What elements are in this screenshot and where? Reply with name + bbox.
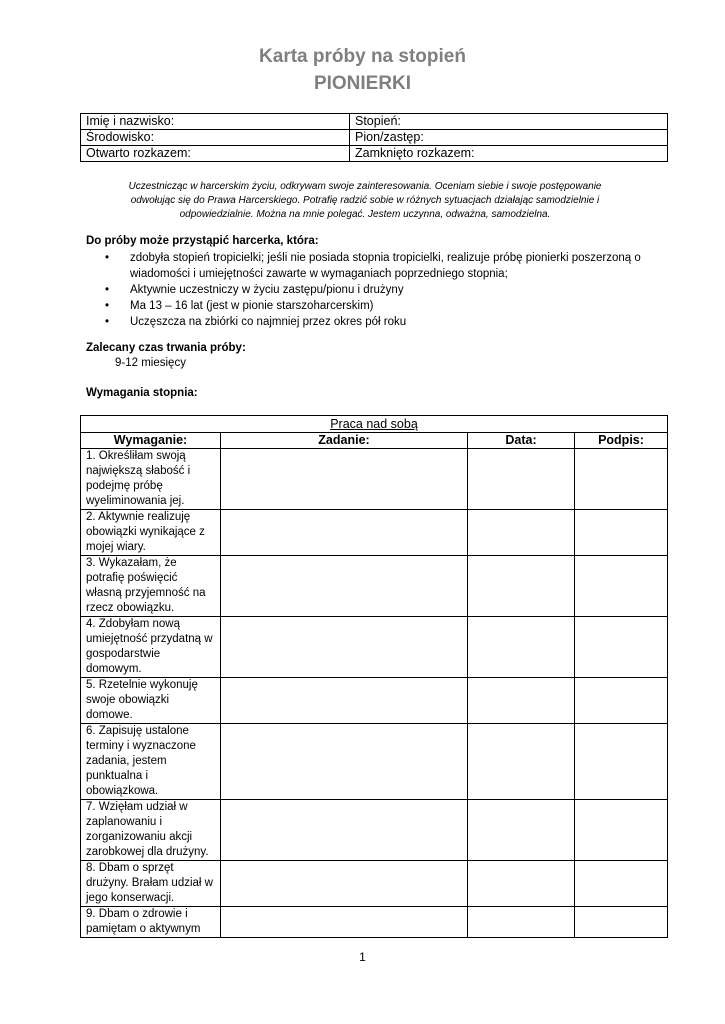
requirement-line: 8. Dbam o sprzęt — [86, 862, 174, 874]
requirements-table — [80, 415, 668, 938]
task-cell[interactable] — [221, 907, 468, 938]
info-table — [80, 113, 668, 162]
motto-line: odpowiedzialnie. Można na mnie polegać. Jestem uczynna, odważna, samodzielna. — [179, 209, 551, 220]
requirement-line: największą słabość i — [86, 465, 191, 477]
requirement-cell — [81, 678, 221, 724]
requirement-line: umiejętność przydatną w — [86, 633, 213, 645]
document-title: Karta próby na stopień — [259, 46, 466, 67]
requirement-line: zorganizowaniu akcji — [86, 831, 193, 843]
conditions-list-item — [100, 298, 650, 314]
bullet-icon: • — [105, 252, 110, 264]
motto-line: Uczestnicząc w harcerskim życiu, odkrywam swoje zainteresowania. Oceniam siebie i swoje postępowanie — [128, 181, 602, 192]
table-row — [81, 449, 668, 510]
duration-value: 9-12 miesięcy — [115, 357, 186, 369]
signature-cell[interactable] — [575, 556, 668, 617]
date-cell[interactable] — [468, 907, 575, 938]
conditions-list-item — [100, 282, 650, 298]
table-row — [81, 800, 668, 861]
requirement-line: gospodarstwie — [86, 648, 161, 660]
table-row — [81, 678, 668, 724]
table-row — [81, 617, 668, 678]
conditions-item-text: Ma 13 – 16 lat (jest w pionie starszoharcerskim) — [130, 300, 374, 312]
requirement-cell — [81, 510, 221, 556]
requirement-line: drużyny. Brałam udział w — [86, 877, 213, 889]
signature-cell[interactable] — [575, 678, 668, 724]
requirement-line: 7. Wzięłam udział w — [86, 801, 188, 813]
info-row — [81, 114, 668, 130]
date-cell[interactable] — [468, 861, 575, 907]
column-header-signature: Podpis: — [575, 433, 668, 449]
task-cell[interactable] — [221, 800, 468, 861]
column-header-date: Data: — [468, 433, 575, 449]
document-subtitle: PIONIERKI — [313, 73, 412, 94]
requirement-line: jego konserwacji. — [86, 892, 175, 904]
signature-cell[interactable] — [575, 617, 668, 678]
table-row — [81, 907, 668, 938]
requirements-heading: Wymagania stopnia: — [86, 387, 198, 399]
requirement-line: 3. Wykazałam, że — [86, 557, 177, 569]
column-header-task: Zadanie: — [221, 433, 468, 449]
requirement-line: terminy i wyznaczone — [86, 740, 196, 752]
date-cell[interactable] — [468, 678, 575, 724]
requirement-line: wyeliminowania jej. — [86, 495, 185, 507]
signature-cell[interactable] — [575, 800, 668, 861]
requirement-line: zarobkowej dla drużyny. — [86, 846, 209, 858]
requirement-line: 6. Zapisuję ustalone — [86, 725, 189, 737]
requirement-line: własną przyjemność na — [86, 587, 206, 599]
signature-cell[interactable] — [575, 907, 668, 938]
info-cell: Imię i nazwisko: — [81, 114, 350, 130]
info-cell: Otwarto rozkazem: — [81, 146, 350, 162]
info-cell: Pion/zastęp: — [350, 130, 668, 146]
requirement-cell — [81, 800, 221, 861]
signature-cell[interactable] — [575, 861, 668, 907]
column-header-requirement: Wymaganie: — [81, 433, 221, 449]
conditions-item-text: Aktywnie uczestniczy w życiu zastępu/pionu i drużyny — [130, 284, 404, 296]
task-cell[interactable] — [221, 861, 468, 907]
requirement-line: mojej wiary. — [86, 541, 146, 553]
requirement-line: 2. Aktywnie realizuję — [86, 511, 191, 523]
signature-cell[interactable] — [575, 510, 668, 556]
motto-text — [110, 180, 620, 222]
requirement-line: domowe. — [86, 709, 133, 721]
conditions-list — [100, 250, 650, 330]
requirement-line: rzecz obowiązku. — [86, 602, 175, 614]
date-cell[interactable] — [468, 800, 575, 861]
conditions-heading: Do próby może przystąpić harcerka, która: — [86, 235, 319, 247]
task-cell[interactable] — [221, 678, 468, 724]
requirement-cell — [81, 724, 221, 800]
requirement-line: zaplanowaniu i — [86, 816, 163, 828]
date-cell[interactable] — [468, 556, 575, 617]
duration-heading: Zalecany czas trwania próby: — [86, 342, 246, 354]
section-title-cell — [81, 416, 668, 433]
task-cell[interactable] — [221, 724, 468, 800]
requirement-cell — [81, 861, 221, 907]
requirement-line: 4. Zdobyłam nową — [86, 618, 180, 630]
table-row — [81, 510, 668, 556]
bullet-icon: • — [105, 300, 110, 312]
task-cell[interactable] — [221, 617, 468, 678]
requirement-line: 9. Dbam o zdrowie i — [86, 908, 188, 920]
signature-cell[interactable] — [575, 449, 668, 510]
requirement-line: punktualna i — [86, 770, 149, 782]
requirement-line: obowiązki wynikające z — [86, 526, 205, 538]
requirement-line: obowiązkowa. — [86, 785, 159, 797]
table-row — [81, 724, 668, 800]
conditions-item-text: zdobyła stopień tropicielki; jeśli nie posiada stopnia tropicielki, realizuje próbę pionierki poszerzoną o wiadomości i umiejętności zawarte w wymaganiach poprzedniego stopnia; — [130, 252, 641, 280]
requirement-line: potrafię poświęcić — [86, 572, 178, 584]
requirement-cell — [81, 449, 221, 510]
requirement-line: podejmę próbę — [86, 480, 163, 492]
motto-line: odwołując się do Prawa Harcerskiego. Potrafię radzić sobie w różnych sytuacjach działając samodzielnie i — [130, 195, 600, 206]
requirement-line: swoje obowiązki — [86, 694, 170, 706]
page-number: 1 — [359, 950, 366, 964]
date-cell[interactable] — [468, 510, 575, 556]
info-cell: Zamknięto rozkazem: — [350, 146, 668, 162]
conditions-list-item — [100, 314, 650, 330]
task-cell[interactable] — [221, 556, 468, 617]
info-row — [81, 146, 668, 162]
conditions-item-text: Uczęszcza na zbiórki co najmniej przez okres pół roku — [130, 316, 407, 328]
table-row — [81, 556, 668, 617]
task-cell[interactable] — [221, 510, 468, 556]
bullet-icon: • — [105, 284, 110, 296]
date-cell[interactable] — [468, 724, 575, 800]
requirement-cell — [81, 556, 221, 617]
requirement-cell — [81, 907, 221, 938]
section-title: Praca nad sobą — [330, 417, 418, 431]
requirement-line: 5. Rzetelnie wykonuję — [86, 679, 198, 691]
table-row — [81, 861, 668, 907]
info-cell: Stopień: — [350, 114, 668, 130]
task-cell[interactable] — [221, 449, 468, 510]
requirement-cell — [81, 617, 221, 678]
info-row — [81, 130, 668, 146]
requirement-line: pamiętam o aktywnym — [86, 923, 201, 935]
info-cell: Środowisko: — [81, 130, 350, 146]
date-cell[interactable] — [468, 449, 575, 510]
conditions-list-item — [100, 250, 650, 282]
signature-cell[interactable] — [575, 724, 668, 800]
requirement-line: 1. Określiłam swoją — [86, 450, 186, 462]
requirement-line: domowym. — [86, 663, 142, 675]
date-cell[interactable] — [468, 617, 575, 678]
requirement-line: zadania, jestem — [86, 755, 167, 767]
bullet-icon: • — [105, 316, 110, 328]
